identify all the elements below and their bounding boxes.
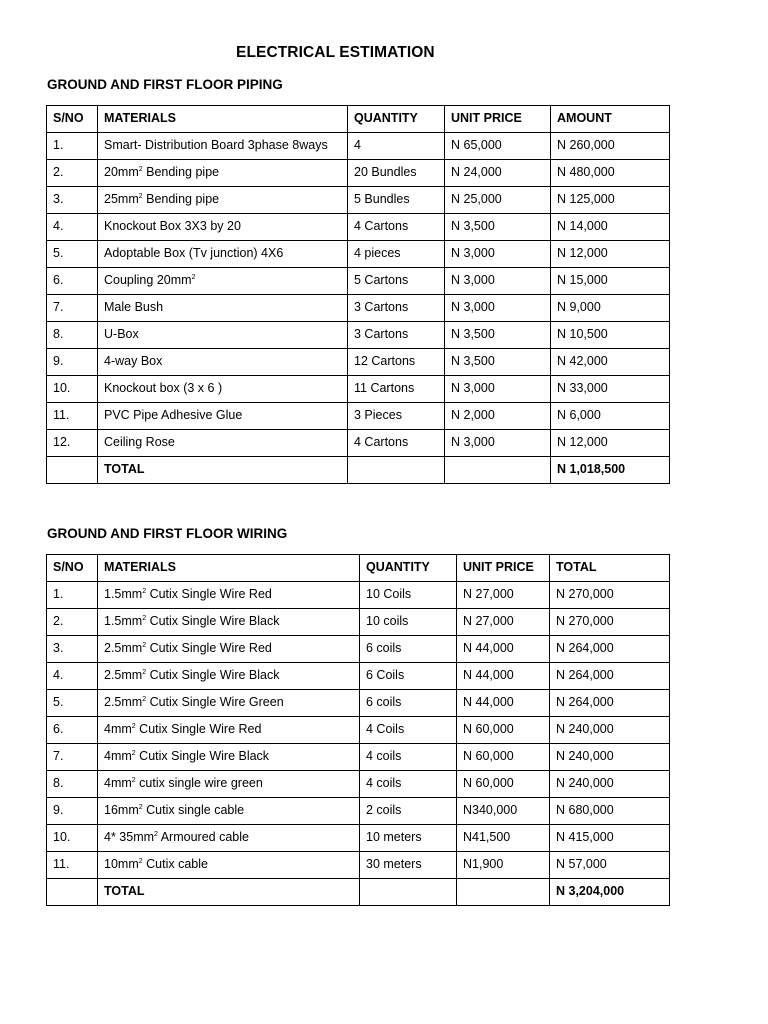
cell-material: Ceiling Rose [98,430,348,457]
cell-sno: 9. [47,798,98,825]
column-header-materials: MATERIALS [98,106,348,133]
cell-amount: N 264,000 [550,636,670,663]
cell-material: Male Bush [98,295,348,322]
wiring-section-heading: GROUND AND FIRST FLOOR WIRING [47,526,288,541]
cell-unit-price: N 44,000 [457,690,550,717]
cell-material: $16mm^2$ Cutix single cable [98,798,360,825]
cell-quantity: 4 [348,133,445,160]
cell-sno: 8. [47,771,98,798]
cell-amount: N 14,000 [551,214,670,241]
cell-material: Adoptable Box (Tv junction) 4X6 [98,241,348,268]
total-empty-cell [360,879,457,906]
cell-unit-price: N 3,000 [445,268,551,295]
column-header-amount: AMOUNT [551,106,670,133]
cell-quantity: 6 coils [360,636,457,663]
cell-unit-price: N 60,000 [457,717,550,744]
cell-sno: 5. [47,241,98,268]
cell-material: $20mm^2$ Bending pipe [98,160,348,187]
table-row [47,430,670,457]
cell-amount: N 240,000 [550,744,670,771]
table-row [47,636,670,663]
cell-sno: 10. [47,376,98,403]
cell-amount: N 240,000 [550,771,670,798]
cell-quantity: 4 pieces [348,241,445,268]
cell-unit-price: N 3,500 [445,349,551,376]
cell-quantity: 5 Cartons [348,268,445,295]
cell-material: Knockout box (3 x 6 ) [98,376,348,403]
table-row [47,852,670,879]
table-row [47,609,670,636]
cell-sno: 11. [47,852,98,879]
cell-amount: N 10,500 [551,322,670,349]
cell-material: $10mm^2$ Cutix cable [98,852,360,879]
cell-unit-price: N 3,000 [445,241,551,268]
cell-unit-price: N41,500 [457,825,550,852]
cell-material: Knockout Box 3X3 by 20 [98,214,348,241]
cell-quantity: 6 Coils [360,663,457,690]
cell-material: $1.5mm^2$ Cutix Single Wire Black [98,609,360,636]
table-row [47,322,670,349]
cell-amount: N 9,000 [551,295,670,322]
cell-material: $4mm^2$ Cutix Single Wire Black [98,744,360,771]
column-header-sno: S/NO [47,555,98,582]
cell-unit-price: N 60,000 [457,744,550,771]
cell-sno: 1. [47,133,98,160]
table-row [47,295,670,322]
cell-quantity: 4 Cartons [348,430,445,457]
cell-amount: N 270,000 [550,582,670,609]
cell-unit-price: N 25,000 [445,187,551,214]
table-row [47,268,670,295]
cell-quantity: 6 coils [360,690,457,717]
cell-quantity: 3 Pieces [348,403,445,430]
cell-material: $1.5mm^2$ Cutix Single Wire Red [98,582,360,609]
piping-table [46,105,670,484]
total-label: TOTAL [98,879,360,906]
total-label: TOTAL [98,457,348,484]
cell-amount: N 33,000 [551,376,670,403]
cell-material: 4-way Box [98,349,348,376]
table-row [47,376,670,403]
cell-sno: 1. [47,582,98,609]
cell-quantity: 20 Bundles [348,160,445,187]
cell-amount: N 680,000 [550,798,670,825]
cell-amount: N 270,000 [550,609,670,636]
cell-amount: N 415,000 [550,825,670,852]
column-header-unit-price: UNIT PRICE [457,555,550,582]
column-header-quantity: QUANTITY [360,555,457,582]
table-row [47,214,670,241]
column-header-unit-price: UNIT PRICE [445,106,551,133]
table-row [47,663,670,690]
total-empty-cell [47,457,98,484]
total-value: N 3,204,000 [550,879,670,906]
cell-sno: 2. [47,160,98,187]
table-row [47,403,670,430]
table-row [47,582,670,609]
cell-quantity: 10 Coils [360,582,457,609]
cell-amount: N 240,000 [550,717,670,744]
cell-quantity: 30 meters [360,852,457,879]
cell-unit-price: N 24,000 [445,160,551,187]
table-row [47,187,670,214]
total-row [47,457,670,484]
cell-unit-price: N 65,000 [445,133,551,160]
table-row [47,241,670,268]
cell-quantity: 5 Bundles [348,187,445,214]
total-empty-cell [445,457,551,484]
table-row [47,349,670,376]
wiring-table [46,554,670,906]
column-header-total: TOTAL [550,555,670,582]
total-row [47,879,670,906]
cell-material: 4* $35mm^2$ Armoured cable [98,825,360,852]
total-empty-cell [457,879,550,906]
document-title: ELECTRICAL ESTIMATION [236,44,435,61]
cell-unit-price: N 44,000 [457,663,550,690]
cell-sno: 12. [47,430,98,457]
table-row [47,744,670,771]
cell-amount: N 264,000 [550,690,670,717]
cell-quantity: 3 Cartons [348,295,445,322]
cell-unit-price: N1,900 [457,852,550,879]
cell-amount: N 12,000 [551,430,670,457]
total-empty-cell [348,457,445,484]
cell-amount: N 264,000 [550,663,670,690]
cell-unit-price: N 44,000 [457,636,550,663]
cell-quantity: 2 coils [360,798,457,825]
cell-sno: 7. [47,295,98,322]
cell-sno: 11. [47,403,98,430]
cell-unit-price: N 3,500 [445,322,551,349]
cell-quantity: 3 Cartons [348,322,445,349]
cell-material: U-Box [98,322,348,349]
cell-amount: N 125,000 [551,187,670,214]
table-row [47,825,670,852]
cell-unit-price: N 3,500 [445,214,551,241]
piping-header-row [47,106,670,133]
cell-sno: 6. [47,268,98,295]
cell-unit-price: N 3,000 [445,430,551,457]
cell-quantity: 10 coils [360,609,457,636]
cell-quantity: 4 Cartons [348,214,445,241]
cell-sno: 4. [47,663,98,690]
cell-material: $4mm^2$ Cutix Single Wire Red [98,717,360,744]
cell-amount: N 15,000 [551,268,670,295]
cell-material: $2.5mm^2$ Cutix Single Wire Black [98,663,360,690]
column-header-sno: S/NO [47,106,98,133]
cell-unit-price: N 3,000 [445,295,551,322]
wiring-table-body [47,555,670,906]
cell-quantity: 4 coils [360,771,457,798]
cell-material: $2.5mm^2$ Cutix Single Wire Green [98,690,360,717]
cell-unit-price: N 60,000 [457,771,550,798]
cell-quantity: 10 meters [360,825,457,852]
table-row [47,798,670,825]
table-row [47,771,670,798]
cell-unit-price: N340,000 [457,798,550,825]
column-header-materials: MATERIALS [98,555,360,582]
wiring-header-row [47,555,670,582]
cell-sno: 5. [47,690,98,717]
column-header-quantity: QUANTITY [348,106,445,133]
cell-unit-price: N 2,000 [445,403,551,430]
cell-sno: 3. [47,636,98,663]
cell-material: $25mm^2$ Bending pipe [98,187,348,214]
cell-quantity: 11 Cartons [348,376,445,403]
cell-quantity: 12 Cartons [348,349,445,376]
piping-table-body [47,106,670,484]
cell-amount: N 6,000 [551,403,670,430]
cell-material: $2.5mm^2$ Cutix Single Wire Red [98,636,360,663]
cell-sno: 9. [47,349,98,376]
cell-amount: N 42,000 [551,349,670,376]
table-row [47,160,670,187]
cell-material: Coupling $20mm^2$ [98,268,348,295]
table-row [47,717,670,744]
cell-material: Smart- Distribution Board 3phase 8ways [98,133,348,160]
table-row [47,133,670,160]
cell-sno: 2. [47,609,98,636]
cell-amount: N 480,000 [551,160,670,187]
cell-quantity: 4 Coils [360,717,457,744]
cell-material: PVC Pipe Adhesive Glue [98,403,348,430]
cell-sno: 8. [47,322,98,349]
total-empty-cell [47,879,98,906]
total-value: N 1,018,500 [551,457,670,484]
cell-unit-price: N 27,000 [457,582,550,609]
cell-sno: 3. [47,187,98,214]
cell-quantity: 4 coils [360,744,457,771]
cell-sno: 4. [47,214,98,241]
piping-section-heading: GROUND AND FIRST FLOOR PIPING [47,77,283,92]
table-row [47,690,670,717]
cell-unit-price: N 27,000 [457,609,550,636]
cell-sno: 7. [47,744,98,771]
cell-amount: N 260,000 [551,133,670,160]
cell-unit-price: N 3,000 [445,376,551,403]
cell-amount: N 12,000 [551,241,670,268]
cell-sno: 10. [47,825,98,852]
cell-amount: N 57,000 [550,852,670,879]
cell-material: $4mm^2$ cutix single wire green [98,771,360,798]
cell-sno: 6. [47,717,98,744]
